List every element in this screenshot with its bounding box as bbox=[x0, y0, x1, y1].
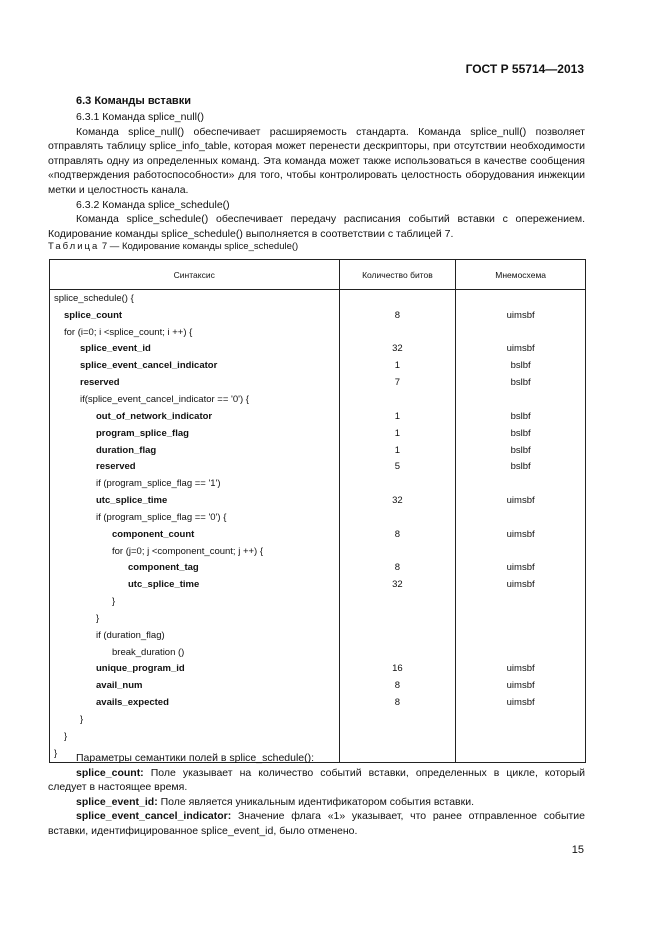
page-number: 15 bbox=[571, 844, 584, 856]
syntax-cell: } bbox=[50, 728, 340, 745]
mnemonic-cell bbox=[456, 627, 586, 644]
mnemonic-cell bbox=[456, 593, 586, 610]
mnemonic-cell: uimsbf bbox=[456, 661, 586, 678]
mnemonic-cell bbox=[456, 543, 586, 560]
bits-cell: 32 bbox=[339, 492, 456, 509]
param-splice-event-id bbox=[48, 795, 585, 810]
table-row bbox=[50, 526, 586, 543]
syntax-cell: avails_expected bbox=[50, 694, 340, 711]
bits-cell: 32 bbox=[339, 576, 456, 593]
syntax-cell: } bbox=[50, 610, 340, 627]
param-text: Поле указывает на количество событий вставки, определенных в цикле, который следует в настоящее время. bbox=[48, 766, 585, 794]
syntax-cell: splice_schedule() { bbox=[50, 290, 340, 307]
syntax-cell: duration_flag bbox=[50, 442, 340, 459]
bits-cell: 8 bbox=[339, 526, 456, 543]
syntax-cell: splice_event_cancel_indicator bbox=[50, 357, 340, 374]
bits-cell: 32 bbox=[339, 341, 456, 358]
param-splice-event-cancel-indicator bbox=[48, 809, 585, 838]
mnemonic-cell: bslbf bbox=[456, 357, 586, 374]
mnemonic-cell bbox=[456, 475, 586, 492]
table-row bbox=[50, 627, 586, 644]
syntax-cell: splice_count bbox=[50, 307, 340, 324]
mnemonic-cell: bslbf bbox=[456, 458, 586, 475]
table-row bbox=[50, 357, 586, 374]
syntax-cell: } bbox=[50, 711, 340, 728]
mnemonic-cell: bslbf bbox=[456, 408, 586, 425]
param-splice-count bbox=[48, 766, 585, 795]
syntax-cell: for (j=0; j <component_count; j ++) { bbox=[50, 543, 340, 560]
table-row bbox=[50, 610, 586, 627]
table-row bbox=[50, 324, 586, 341]
bits-cell: 7 bbox=[339, 374, 456, 391]
table-row bbox=[50, 728, 586, 745]
bits-cell: 8 bbox=[339, 694, 456, 711]
semantics-section bbox=[48, 751, 585, 839]
table-row bbox=[50, 475, 586, 492]
table-body bbox=[50, 290, 586, 763]
column-header-syntax: Синтаксис bbox=[50, 260, 340, 290]
syntax-cell: utc_splice_time bbox=[50, 576, 340, 593]
bits-cell bbox=[339, 610, 456, 627]
syntax-cell: avail_num bbox=[50, 677, 340, 694]
table-row bbox=[50, 341, 586, 358]
syntax-cell: utc_splice_time bbox=[50, 492, 340, 509]
bits-cell: 1 bbox=[339, 425, 456, 442]
bits-cell bbox=[339, 391, 456, 408]
bits-cell bbox=[339, 593, 456, 610]
paragraph-6-3-1: Команда splice_null() обеспечивает расширяемость стандарта. Команда splice_null() позволяет отправлять таблицу splice_info_table, которая может перенести дескрипторы, при отсутствии необходимости отправлять одну из определенных команд. Эта команда может также использоваться в качестве сообщения «подтверждения работоспособности» для того, чтобы контролировать целостность оборудования инжекции метки и целостность канала. bbox=[48, 125, 585, 196]
table-row bbox=[50, 576, 586, 593]
mnemonic-cell bbox=[456, 290, 586, 307]
mnemonic-cell: uimsbf bbox=[456, 526, 586, 543]
syntax-cell: if (program_splice_flag == '0') { bbox=[50, 509, 340, 526]
mnemonic-cell: uimsbf bbox=[456, 492, 586, 509]
mnemonic-cell: bslbf bbox=[456, 374, 586, 391]
syntax-cell: splice_event_id bbox=[50, 341, 340, 358]
syntax-cell: } bbox=[50, 593, 340, 610]
table-row bbox=[50, 458, 586, 475]
bits-cell bbox=[339, 509, 456, 526]
bits-cell: 16 bbox=[339, 661, 456, 678]
mnemonic-cell: uimsbf bbox=[456, 560, 586, 577]
syntax-cell: reserved bbox=[50, 458, 340, 475]
mnemonic-cell bbox=[456, 728, 586, 745]
table-row bbox=[50, 492, 586, 509]
mnemonic-cell bbox=[456, 324, 586, 341]
table-row bbox=[50, 509, 586, 526]
table-row bbox=[50, 694, 586, 711]
bits-cell: 5 bbox=[339, 458, 456, 475]
table-row bbox=[50, 391, 586, 408]
mnemonic-cell: uimsbf bbox=[456, 677, 586, 694]
table-row bbox=[50, 290, 586, 307]
table-row bbox=[50, 593, 586, 610]
syntax-cell: if (duration_flag) bbox=[50, 627, 340, 644]
bits-cell bbox=[339, 543, 456, 560]
syntax-cell: } bbox=[50, 745, 340, 762]
mnemonic-cell: uimsbf bbox=[456, 576, 586, 593]
syntax-cell: if (program_splice_flag == '1') bbox=[50, 475, 340, 492]
mnemonic-cell bbox=[456, 711, 586, 728]
table-row bbox=[50, 560, 586, 577]
mnemonic-cell bbox=[456, 644, 586, 661]
param-text: Значение флага «1» указывает, что ранее отправленное событие вставки, идентифицированное splice_event_id, было отменено. bbox=[48, 810, 585, 837]
param-term: splice_event_cancel_indicator: bbox=[76, 810, 232, 823]
table-row bbox=[50, 307, 586, 324]
bits-cell bbox=[339, 290, 456, 307]
syntax-cell: program_splice_flag bbox=[50, 425, 340, 442]
mnemonic-cell: uimsbf bbox=[456, 307, 586, 324]
bits-cell: 1 bbox=[339, 442, 456, 459]
table-row bbox=[50, 442, 586, 459]
table-row bbox=[50, 374, 586, 391]
bits-cell bbox=[339, 475, 456, 492]
table-row bbox=[50, 543, 586, 560]
caption-word: Таблица bbox=[48, 241, 100, 252]
table-row bbox=[50, 408, 586, 425]
mnemonic-cell: uimsbf bbox=[456, 341, 586, 358]
syntax-cell: out_of_network_indicator bbox=[50, 408, 340, 425]
bits-cell bbox=[339, 324, 456, 341]
column-header-bits: Количество битов bbox=[339, 260, 456, 290]
mnemonic-cell bbox=[456, 391, 586, 408]
caption-text: 7 — Кодирование команды splice_schedule() bbox=[99, 241, 299, 252]
subsection-title-6-3-2: 6.3.2 Команда splice_schedule() bbox=[76, 198, 230, 211]
bits-cell: 8 bbox=[339, 677, 456, 694]
syntax-table bbox=[49, 259, 586, 763]
bits-cell bbox=[339, 711, 456, 728]
syntax-cell: reserved bbox=[50, 374, 340, 391]
mnemonic-cell: bslbf bbox=[456, 425, 586, 442]
mnemonic-cell bbox=[456, 610, 586, 627]
syntax-cell: component_count bbox=[50, 526, 340, 543]
bits-cell: 8 bbox=[339, 560, 456, 577]
bits-cell bbox=[339, 728, 456, 745]
table-caption bbox=[48, 241, 298, 252]
section-6-3-1 bbox=[48, 110, 585, 241]
bits-cell: 8 bbox=[339, 307, 456, 324]
bits-cell bbox=[339, 644, 456, 661]
section-title: 6.3 Команды вставки bbox=[76, 95, 191, 107]
mnemonic-cell: uimsbf bbox=[456, 694, 586, 711]
syntax-cell: if(splice_event_cancel_indicator == '0') { bbox=[50, 391, 340, 408]
bits-cell bbox=[339, 627, 456, 644]
subsection-title-6-3-1: 6.3.1 Команда splice_null() bbox=[76, 111, 204, 123]
table-header-row bbox=[50, 260, 586, 290]
mnemonic-cell: bslbf bbox=[456, 442, 586, 459]
table-row bbox=[50, 711, 586, 728]
params-intro: Параметры семантики полей в splice_schedule(): bbox=[76, 752, 315, 764]
bits-cell: 1 bbox=[339, 357, 456, 374]
param-text: Поле является уникальным идентификатором события вставки. bbox=[157, 795, 475, 808]
mnemonic-cell bbox=[456, 509, 586, 526]
param-term: splice_event_id: bbox=[76, 795, 158, 808]
table-row bbox=[50, 677, 586, 694]
paragraph-6-3-2: Команда splice_schedule() обеспечивает передачу расписания событий вставки с опережением. Кодирование команды splice_schedule() выполняется в соответствии с таблицей 7. bbox=[48, 213, 585, 240]
param-term: splice_count: bbox=[76, 766, 144, 779]
table-row bbox=[50, 661, 586, 678]
table-row bbox=[50, 425, 586, 442]
syntax-cell: for (i=0; i <splice_count; i ++) { bbox=[50, 324, 340, 341]
table-row bbox=[50, 644, 586, 661]
syntax-cell: break_duration () bbox=[50, 644, 340, 661]
syntax-cell: unique_program_id bbox=[50, 661, 340, 678]
syntax-cell: component_tag bbox=[50, 560, 340, 577]
bits-cell: 1 bbox=[339, 408, 456, 425]
document-header: ГОСТ Р 55714—2013 bbox=[465, 62, 584, 76]
column-header-mnemonic: Мнемосхема bbox=[456, 260, 586, 290]
